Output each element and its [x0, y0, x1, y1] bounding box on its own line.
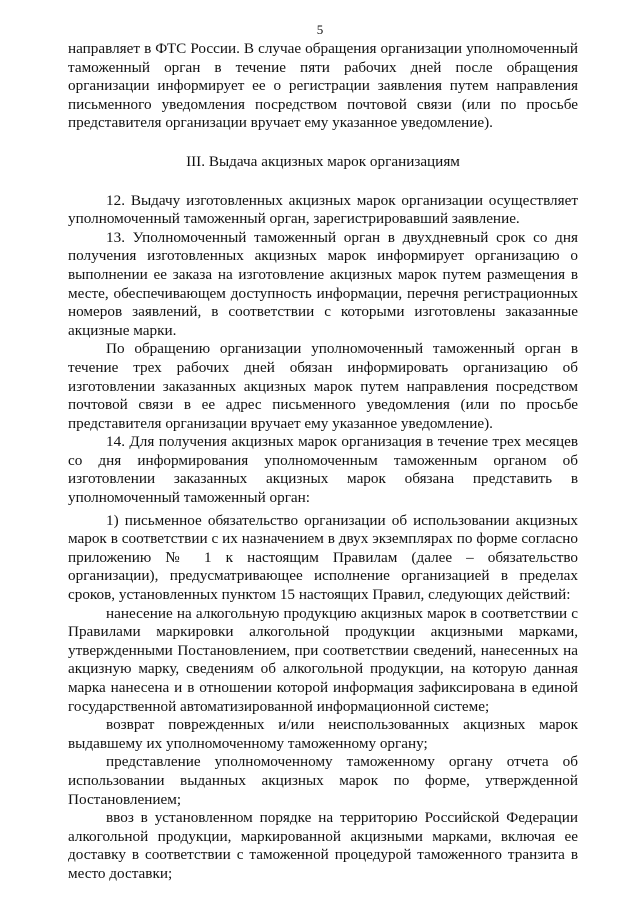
list-item-1: 1) письменное обязательство организации об использовании акцизных марок в соответствии с их назначением в двух экземплярах по форме согласно приложению № 1 к настоящим Правилам (далее – обязательство организации), предусматривающее исполнение организацией в пределах сроков, установленных пунктом 15 настоящих Правил, следующих действий:	[68, 511, 578, 604]
paragraph-12: 12. Выдачу изготовленных акцизных марок организации осуществляет уполномоченный таможенный орган, зарегистрировавший заявление.	[68, 191, 578, 228]
paragraph-13: 13. Уполномоченный таможенный орган в двухдневный срок со дня получения изготовленных акцизных марок информирует организацию о выполнении ее заказа на изготовление акцизных марок путем размещения в месте, обеспечивающем доступность информации, перечня регистрационных номеров заявлений, в соответствии с которыми изготовлены заказанные акцизные марки.	[68, 228, 578, 339]
action-marking: нанесение на алкогольную продукцию акцизных марок в соответствии с Правилами маркировки алкогольной продукции акцизными марками, утвержденными Постановлением, при соответствии сведений, нанесенных на акцизную марку, сведениям об алкогольной продукции, на которую данная марка нанесена и в отношении которой информация зафиксирована в единой государственной автоматизированной информационной системе;	[68, 604, 578, 715]
section-heading: III. Выдача акцизных марок организациям	[186, 152, 460, 170]
action-report: представление уполномоченному таможенному органу отчета об использовании выданных акцизных марок по форме, утвержденной Постановлением;	[68, 753, 578, 808]
paragraph-13-request: По обращению организации уполномоченный таможенный орган в течение трех рабочих дней обязан информировать организацию об изготовлении заказанных акцизных марок путем направления посредством почтовой связи в ее адрес письменного уведомления (или по просьбе представителя организации вручает ему указанное уведомление).	[68, 340, 578, 432]
action-import: ввоз в установленном порядке на территорию Российской Федерации алкогольной продукции, маркированной акцизными марками, включая ее доставку в соответствии с таможенной процедурой таможенного транзита в место доставки;	[68, 809, 578, 882]
document-body	[68, 40, 578, 884]
paragraph-continuation: направляет в ФТС России. В случае обращения организации уполномоченный таможенный орган в течение пяти рабочих дней после обращения организации информирует ее о регистрации заявления путем направления письменного уведомления посредством почтовой связи (или по просьбе представителя организации вручает ему указанное уведомление).	[68, 40, 578, 132]
page-number: 5	[316, 22, 324, 37]
paragraph-14: 14. Для получения акцизных марок организация в течение трех месяцев со дня информирования уполномоченным таможенным органом об изготовлении заказанных акцизных марок обязана представить в уполномоченный таможенный орган:	[68, 433, 578, 507]
action-return: возврат поврежденных и/или неиспользованных акцизных марок выдавшему их уполномоченному таможенному органу;	[68, 716, 578, 752]
